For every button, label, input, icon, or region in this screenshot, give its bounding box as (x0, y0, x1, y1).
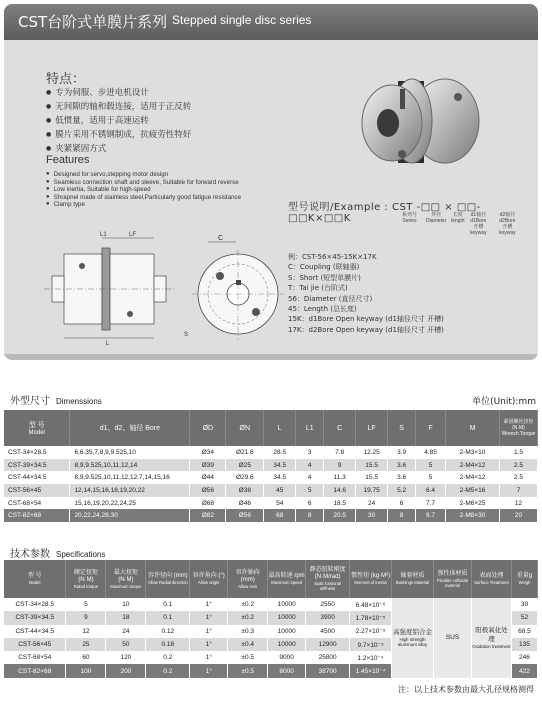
dimensions-cell: 2-M4×12 (446, 459, 500, 472)
dimensions-row (4, 446, 538, 459)
dimensions-cell: 20 (499, 509, 537, 522)
spec-cell: ±0.2 (228, 598, 268, 611)
spec-cell: 25800 (306, 651, 350, 664)
col-on: ØN (226, 410, 264, 446)
flexible-material-cell: SUS (434, 598, 472, 678)
spec-cell: ±0.3 (228, 625, 268, 638)
dimensions-cell: 7 (499, 484, 537, 497)
dimensions-cell: 5.2 (388, 484, 416, 497)
dimensions-cell: 9 (324, 459, 356, 472)
dimensions-cell: Ø68 (190, 497, 226, 510)
feature-cn-item: ● 低惯量，适用于高速运转 (46, 114, 191, 128)
dimensions-cell: 6.4 (416, 484, 446, 497)
spec-cell: 135 (511, 638, 537, 651)
spec-header-cell: 静态扭转刚度 (N·M/rad) static torsional stiffness (306, 560, 350, 598)
spec-cell: ±0.5 (228, 651, 268, 664)
spec-cell: CST-44×34.5 (4, 625, 66, 638)
spec-cell: 0.2 (146, 664, 190, 677)
dimensions-cell: 18.5 (324, 497, 356, 510)
col-m: M (446, 410, 500, 446)
spec-cell: 1° (190, 625, 228, 638)
spec-header-cell: 轴套材质 Bushings Material (392, 560, 434, 598)
spec-cell: 10000 (268, 625, 306, 638)
unit-label: 单位(Unit):mm (472, 397, 536, 407)
spec-cell: 6.48×10⁻⁶ (350, 598, 392, 611)
spec-cell: 10000 (268, 611, 306, 624)
spec-cell: 68.5 (511, 625, 537, 638)
dimensions-cell: 4.85 (416, 446, 446, 459)
feature-cn-item: ● 无间隙的轴和毂连接，适用于正反转 (46, 100, 191, 114)
spec-cell: 60 (66, 651, 106, 664)
feature-cn-item: ● 夹紧紧固方式 (46, 142, 191, 156)
spec-cell: 10000 (268, 638, 306, 651)
spec-cell: 10000 (268, 598, 306, 611)
dim-label-s: S (184, 332, 189, 338)
spec-cell: 10 (106, 598, 146, 611)
col-od: ØD (190, 410, 226, 446)
dimensions-cell: 34.5 (264, 459, 296, 472)
legend-d1: d1轴径 d1Bore 开槽 keyway (470, 212, 487, 236)
spec-cell: 8000 (268, 664, 306, 677)
legend-length: 长度 lenght (451, 212, 465, 224)
spec-cell: 0.1 (146, 611, 190, 624)
dimensions-cell: 15.5 (356, 459, 388, 472)
specifications-body (4, 598, 538, 678)
dimensions-header-row (4, 410, 538, 446)
dimensions-cell: CST-44×34.5 (4, 471, 70, 484)
dimensions-cell: Ø21.6 (226, 446, 264, 459)
dimensions-cell: 6,6.35,7,8,9,9.525,10 (70, 446, 190, 459)
dimensions-cell: 4 (296, 459, 324, 472)
spec-cell: 18 (106, 611, 146, 624)
dimensions-row (4, 459, 538, 472)
col-model: 型 号 Model (4, 410, 70, 446)
example-line: 45：Length (总长度) (288, 305, 357, 314)
dimensions-cell: CST-68×54 (4, 497, 70, 510)
dimensions-cell: 3.6 (388, 471, 416, 484)
spec-cell: CST-34×28.5 (4, 598, 66, 611)
spec-cell: 2550 (306, 598, 350, 611)
dimensions-cell: Ø56 (226, 509, 264, 522)
dimensions-title-en: Dimenssions (56, 397, 102, 406)
spec-cell: CST-68×54 (4, 651, 66, 664)
example-line: 17K：d2Bore Open keyway (d1轴径尺寸 开槽) (288, 325, 444, 334)
spec-cell: 1° (190, 651, 228, 664)
dimensions-cell: 5 (416, 459, 446, 472)
dimensions-row (4, 509, 538, 522)
col-bore: d1、d2、轴径 Bore (70, 410, 190, 446)
dimensions-cell: 4 (296, 471, 324, 484)
spec-cell: 12 (66, 625, 106, 638)
legend-d2: d2轴径 d2Bore 开槽 keyway (499, 212, 516, 236)
features-en-title: Features (46, 154, 90, 166)
dimensions-cell: 2-M6×25 (446, 497, 500, 510)
spec-cell: 9.7×10⁻⁵ (350, 638, 392, 651)
features-en-list (46, 171, 241, 209)
spec-header-cell: 型 号 Model (4, 560, 66, 598)
spec-header-cell: 容许径向 (mm) Allow Radial direction (146, 560, 190, 598)
model-example-explanation (288, 252, 444, 335)
feature-en-item: ● Clamp type (46, 201, 241, 209)
series-title-en: Stepped single disc series (172, 13, 312, 27)
spec-cell: 4500 (306, 625, 350, 638)
spec-cell: 0.1 (146, 598, 190, 611)
spec-cell: 30 (511, 598, 537, 611)
dimensions-row (4, 471, 538, 484)
dimensions-cell: 8,9,9.525,10,11,12,14 (70, 459, 190, 472)
dimensions-cell: 6 (296, 497, 324, 510)
spec-cell: 200 (106, 664, 146, 677)
bushing-material-cell: 高强度铝合金 High strength aluminum alloy (392, 598, 434, 678)
spec-header-cell: 最高转速 rpm Maximum speed (268, 560, 306, 598)
spec-cell: 422 (511, 664, 537, 677)
dimensions-cell: Ø39 (190, 459, 226, 472)
spec-cell: ±0.5 (228, 664, 268, 677)
feature-en-item: ● Shrapnel made of stainless steel,Particularly good fatigue resistance (46, 194, 241, 202)
dimensions-cell: 68 (264, 509, 296, 522)
spec-cell: 52 (511, 611, 537, 624)
dimensions-cell: 2-M3×10 (446, 446, 500, 459)
dimensions-cell: Ø44 (190, 471, 226, 484)
dimensions-cell: 9.7 (416, 509, 446, 522)
spec-cell: 1° (190, 611, 228, 624)
spec-cell: ±0.2 (228, 611, 268, 624)
dimensions-cell: 7.8 (324, 446, 356, 459)
dimensions-cell: 28.5 (264, 446, 296, 459)
spec-cell: 50 (106, 638, 146, 651)
dimensions-cell: CST-82×68 (4, 509, 70, 522)
dimensions-cell: 7.7 (416, 497, 446, 510)
col-f: F (416, 410, 446, 446)
dimensions-row (4, 497, 538, 510)
feature-en-item: ● Seamless connection shaft and sleeve, Suitable for forward reverse (46, 179, 241, 187)
spec-cell: 246 (511, 651, 537, 664)
dimensions-cell: 34.5 (264, 471, 296, 484)
spec-cell: 0.12 (146, 625, 190, 638)
dimensions-cell: 15,16,19,20,22,24,25 (70, 497, 190, 510)
dimensions-cell: 12.25 (356, 446, 388, 459)
spec-cell: 0.18 (146, 638, 190, 651)
spec-cell: 1° (190, 664, 228, 677)
spec-cell: 120 (106, 651, 146, 664)
spec-cell: CST-56×45 (4, 638, 66, 651)
dimensions-cell: 20,22,24,28,30 (70, 509, 190, 522)
footnote: 注：以上技术参数由最大孔径规格测得 (398, 685, 534, 694)
spec-cell: 1° (190, 638, 228, 651)
dimensions-cell: Ø38 (226, 484, 264, 497)
panel-header (4, 4, 538, 40)
col-wrench-torque: 紧固螺丝扭矩 (N·M) Wrench Torque (499, 410, 537, 446)
dimensions-cell: 3.9 (388, 446, 416, 459)
col-l: L (264, 410, 296, 446)
example-line: S：Short (短型单膜片) (288, 273, 361, 282)
features-cn-list (46, 86, 191, 156)
dimensions-cell: 5 (296, 484, 324, 497)
dimensions-cell: 2-M8×30 (446, 509, 500, 522)
dimensions-cell: Ø34 (190, 446, 226, 459)
spec-header-cell: 容许角向 (°) Allow angle (190, 560, 228, 598)
example-line: 例：CST-56×45-15K×17K (288, 253, 377, 261)
dimensions-cell: 2.5 (499, 471, 537, 484)
feature-cn-item: ● 膜片采用不锈钢制成，抗疲劳性特好 (46, 128, 191, 142)
legend-diameter: 外径 Diameter (426, 212, 447, 224)
model-code-text: 型号说明/Example : CST -□□ × □□-□□K×□□K (288, 202, 481, 224)
dim-label-c: C (218, 235, 224, 242)
spec-cell: 38700 (306, 664, 350, 677)
spec-cell: 9000 (268, 651, 306, 664)
dimensions-cell: 1.5 (499, 446, 537, 459)
specifications-title (10, 545, 105, 560)
dimensions-cell: 30 (356, 509, 388, 522)
spec-row (4, 598, 538, 611)
dimensions-cell: 12,14,15,16,18,19,20,22 (70, 484, 190, 497)
dimensions-body (4, 446, 538, 522)
dimensions-cell: 2-M5×16 (446, 484, 500, 497)
dimensions-cell: 8 (296, 509, 324, 522)
dimensions-cell: 6 (388, 497, 416, 510)
dimensions-cell: CST-34×28.5 (4, 446, 70, 459)
dimensions-cell: 8,9,9.525,10,11,12,12.7,14,15,16 (70, 471, 190, 484)
dimensions-cell: CST-56×45 (4, 484, 70, 497)
spec-header-cell: 最大扭矩 (N·M) Maximum torque (106, 560, 146, 598)
specifications-title-en: Specifications (56, 550, 106, 559)
dimensions-title (10, 392, 102, 407)
product-panel (4, 4, 538, 360)
dimensions-cell: 5 (416, 471, 446, 484)
legend-series: 系列号 Series (402, 212, 418, 224)
spec-cell: 1° (190, 598, 228, 611)
dimensions-cell: CST-39×34.5 (4, 459, 70, 472)
series-title-cn: CST台阶式单膜片系列 (18, 13, 168, 31)
spec-header-cell: 表面处理 Surface Treatment (471, 560, 511, 598)
dim-label-l1: L1 (100, 232, 107, 238)
dim-label-lf: LF (129, 232, 137, 238)
front-view-drawing (180, 232, 284, 344)
specifications-title-cn: 技术参数 (10, 549, 50, 560)
coupling-product-image (340, 59, 490, 184)
spec-cell: 100 (66, 664, 106, 677)
dimensions-cell: 11.3 (324, 471, 356, 484)
col-lf: LF (356, 410, 388, 446)
spec-cell: 25 (66, 638, 106, 651)
dimensions-cell: 12 (499, 497, 537, 510)
example-line: T：Tai jie (台阶式) (288, 284, 348, 293)
panel-bottom-strip (4, 354, 538, 360)
spec-cell: 24 (106, 625, 146, 638)
spec-cell: 1.2×10⁻⁴ (350, 651, 392, 664)
dimensions-cell: 8 (388, 509, 416, 522)
spec-cell: 5 (66, 598, 106, 611)
dimensions-cell: 54 (264, 497, 296, 510)
spec-cell: 3900 (306, 611, 350, 624)
surface-treatment-cell: 阳极氧化处理 Oxidation treatment (471, 598, 511, 678)
dimensions-cell: 15.5 (356, 471, 388, 484)
spec-header-cell: 惯性矩 (kg·M²) Moment of inertia (350, 560, 392, 598)
dimensions-cell: 14.6 (324, 484, 356, 497)
spec-cell: 2.27×10⁻⁵ (350, 625, 392, 638)
feature-cn-item: ● 专为伺服、步进电机设计 (46, 86, 191, 100)
spec-cell: 1.78×10⁻⁵ (350, 611, 392, 624)
specifications-header-row (4, 560, 538, 598)
spec-cell: 0.2 (146, 651, 190, 664)
dim-label-l: L (106, 341, 110, 346)
example-line: 56：Diameter (直径尺寸) (288, 294, 373, 303)
dimensions-cell: 24 (356, 497, 388, 510)
dimensions-cell: 19.75 (356, 484, 388, 497)
specifications-table (4, 560, 538, 678)
spec-header-cell: 重量g Weigh (511, 560, 537, 598)
example-line: 15K：d1Bore Open keyway (d1轴径尺寸 开槽) (288, 315, 444, 324)
spec-header-cell: 额定扭矩 (N·M) Rated torque (66, 560, 106, 598)
dimensions-title-cn: 外型尺寸 (10, 396, 50, 407)
spec-header-cell: 容许轴向 (mm) Allow Axis (228, 560, 268, 598)
dimensions-row (4, 484, 538, 497)
spec-cell: ±0.4 (228, 638, 268, 651)
spec-cell: 1.45×10⁻⁴ (350, 664, 392, 677)
col-c: C (324, 410, 356, 446)
spec-cell: 9 (66, 611, 106, 624)
features-cn-title: 特点： (46, 72, 86, 87)
spec-header-cell: 弹性体材质 Flexible colloidal material (434, 560, 472, 598)
feature-en-item: ● Low inertia, Suitable for high-speed (46, 186, 241, 194)
dimensions-cell: Ø56 (190, 484, 226, 497)
dimensions-table (4, 410, 538, 522)
example-line: C：Coupling (联轴器) (288, 263, 360, 272)
dimensions-cell: 3 (296, 446, 324, 459)
spec-cell: 12900 (306, 638, 350, 651)
dimensions-cell: 2-M4×12 (446, 471, 500, 484)
dimensions-cell: 3.6 (388, 459, 416, 472)
dimensions-cell: Ø25 (226, 459, 264, 472)
spec-cell: CST-39×34.5 (4, 611, 66, 624)
dimensions-cell: 2.5 (499, 459, 537, 472)
side-view-drawing (34, 226, 184, 346)
feature-en-item: ● Designed for servo,stepping motor design (46, 171, 241, 179)
dimensions-cell: Ø82 (190, 509, 226, 522)
dimensions-cell: 45 (264, 484, 296, 497)
spec-cell: CST-82×68 (4, 664, 66, 677)
dimensions-cell: Ø46 (226, 497, 264, 510)
dimensions-cell: Ø29.6 (226, 471, 264, 484)
dimensions-cell: 20.5 (324, 509, 356, 522)
col-s: S (388, 410, 416, 446)
col-l1: L1 (296, 410, 324, 446)
